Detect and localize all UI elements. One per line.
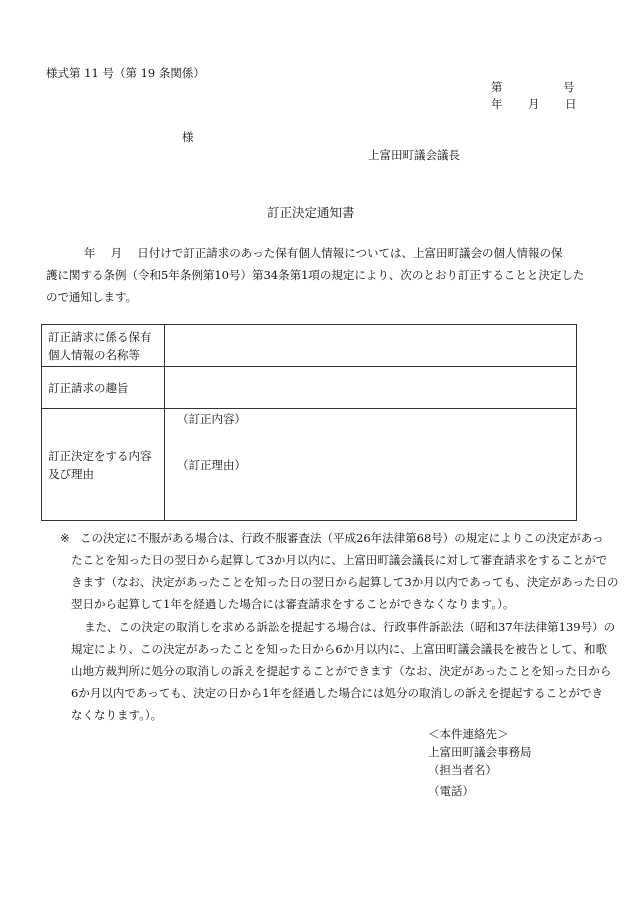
row3-label <box>42 409 165 521</box>
intro-line-3: ので通知します。 <box>46 290 138 304</box>
contact-phone: （電話） <box>428 784 474 798</box>
contact-office: 上富田町議会事務局 <box>428 745 532 759</box>
contact-person: （担当者名） <box>428 763 497 777</box>
note-p1-line-2: たことを知った日の翌日から起算して3か月以内に、上富田町議会議長に対して審査請求をすることがで <box>71 553 608 567</box>
note-p2-line-3: 山地方裁判所に処分の取消しの訴えを提起することができます（なお、決定があったことを知った日から <box>71 664 612 678</box>
correction-table <box>41 324 577 521</box>
contact-heading: ＜本件連絡先＞ <box>428 727 509 741</box>
row2-value <box>165 367 577 409</box>
document-number-go: 号 <box>563 80 575 94</box>
row1-label-line-1: 訂正請求に係る保有 <box>48 329 152 344</box>
intro-line-1: 年 月 日付けで訂正請求のあった保有個人情報については、上富田町議会の個人情報の保 <box>84 246 563 260</box>
note-p2-line-2: 規定により、この決定があったことを知った日から6か月以内に、上富田町議会議長を被告として、和歌 <box>71 642 607 656</box>
table-row <box>42 367 577 409</box>
row2-label <box>42 367 165 409</box>
date-year: 年 <box>491 97 503 111</box>
document-number-dai: 第 <box>491 80 503 94</box>
row1-label <box>42 325 165 367</box>
date-day: 日 <box>565 97 577 111</box>
form-number: 様式第 11 号（第 19 条関係） <box>46 66 205 80</box>
document-title: 訂正決定通知書 <box>267 205 355 220</box>
note-p2-line-5: なくなります。）。 <box>71 708 163 722</box>
row3-value <box>165 409 577 521</box>
sender-name: 上富田町議会議長 <box>368 148 460 162</box>
correction-reason-label: （訂正理由） <box>177 458 246 472</box>
row3-label-line-2: 及び理由 <box>48 466 94 481</box>
note-p1-line-3: きます（なお、決定があったことを知った日の翌日から起算して3か月以内であっても、決定があった日の <box>71 575 619 589</box>
row1-value <box>165 325 577 367</box>
intro-line-2: 護に関する条例（令和5年条例第10号）第34条第1項の規定により、次のとおり訂正することと決定した <box>46 268 585 282</box>
row1-label-line-2: 個人情報の名称等 <box>48 347 140 362</box>
recipient-suffix: 様 <box>182 130 194 144</box>
note-p2-line-4: 6か月以内であっても、決定の日から1年を経過した場合には処分の取消しの訴えを提起することができ <box>71 686 604 700</box>
note-p1-line-1: この決定に不服がある場合は、行政不服審査法（平成26年法律第68号）の規定によりこの決定があっ <box>80 531 604 545</box>
table-row <box>42 409 577 521</box>
note-p2-line-1: また、この決定の取消しを求める訴訟を提起する場合は、行政事件訴訟法（昭和37年法律第139号）の <box>84 620 616 634</box>
note-mark: ※ <box>60 531 70 545</box>
row3-label-line-1: 訂正決定をする内容 <box>48 448 152 463</box>
table-row <box>42 325 577 367</box>
row2-label-text: 訂正請求の趣旨 <box>48 380 129 395</box>
note-p1-line-4: 翌日から起算して1年を経過した場合には審査請求をすることができなくなります。）。 <box>71 597 515 611</box>
date-month: 月 <box>528 97 540 111</box>
correction-content-label: （訂正内容） <box>177 412 246 426</box>
